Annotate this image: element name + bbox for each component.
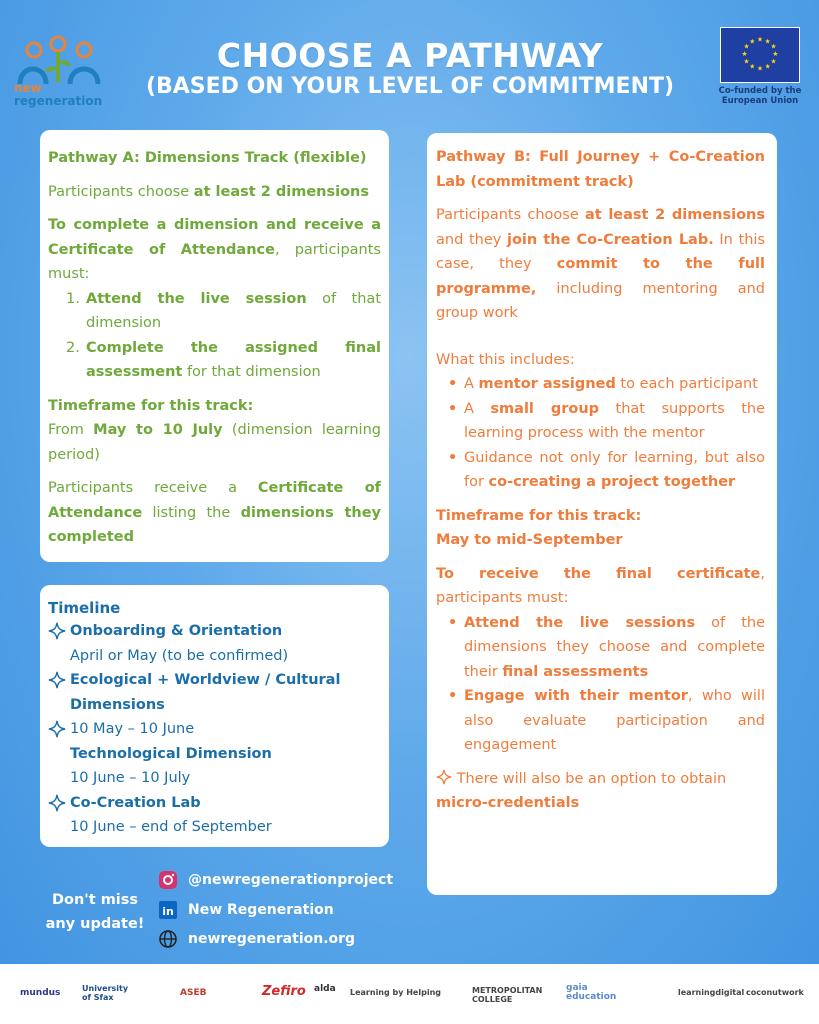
timeline-item: Co-Creation Lab <box>48 791 381 816</box>
website-link[interactable]: newregeneration.org <box>158 929 355 949</box>
timeline-item: 10 May – 10 June <box>48 717 381 742</box>
timeline-item: Ecological + Worldview / Cultural <box>48 668 381 693</box>
sparkle-icon <box>48 622 66 640</box>
pathway-b-includes-heading: What this includes: <box>436 351 575 368</box>
pathway-a-card <box>40 130 389 562</box>
partner-logo: mundus <box>20 988 61 998</box>
sparkle-icon <box>48 720 66 738</box>
pathway-a-complete: To complete a dimension and receive a Certificate of Attendance, participants must: <box>48 217 381 282</box>
linkedin-icon <box>158 900 178 920</box>
logo-wordmark <box>14 82 102 108</box>
partner-logo: coconutwork <box>746 988 804 997</box>
pathway-b-timeframe-heading: Timeframe for this track: <box>436 507 642 524</box>
list-item: 1. Attend the live session of that dimension <box>66 290 381 331</box>
partner-logo: alda <box>314 984 336 994</box>
list-item: • Engage with their mentor, who will also evaluate participation and engagement <box>446 684 765 758</box>
svg-text:★: ★ <box>743 57 750 66</box>
pathway-b-receive: To receive the final certificate, participants must: <box>436 565 765 606</box>
dont-miss-text: Don't miss any update! <box>45 892 145 932</box>
svg-text:★: ★ <box>756 64 764 73</box>
partners-footer <box>0 964 819 1024</box>
list-item: • A small group that supports the learning process with the mentor <box>446 397 765 446</box>
partner-logo: ASEB <box>180 988 207 998</box>
eu-funding-label: Co-funded by the European Union <box>718 86 802 106</box>
list-item: • Guidance not only for learning, but also for co-creating a project together <box>446 446 765 495</box>
svg-text:★: ★ <box>749 62 756 71</box>
sparkle-icon <box>436 769 452 785</box>
title-main: CHOOSE A PATHWAY <box>216 36 604 75</box>
svg-text:★: ★ <box>743 42 750 51</box>
pathway-b-title: Pathway B: Full Journey + Co-Creation Lab (commitment track) <box>436 149 765 190</box>
pathway-b-micro-credentials: There will also be an option to obtain micro-credentials <box>436 770 727 811</box>
svg-text:★: ★ <box>770 42 777 51</box>
svg-text:★: ★ <box>756 35 764 44</box>
svg-text:★: ★ <box>770 57 777 66</box>
timeline-label-cont: Dimensions <box>70 696 165 713</box>
pathway-a-choose: Participants choose at least 2 dimensions <box>48 183 370 200</box>
pathway-b-card <box>427 133 777 895</box>
pathway-a-receive: Participants receive a Certificate of Attendance listing the dimensions they completed <box>48 480 381 545</box>
pathway-b-intro: Participants choose at least 2 dimensions and they join the Co-Creation Lab. In this case, they commit to the full programme, including mentoring and group work <box>436 207 766 321</box>
pathway-a-timeframe-heading: Timeframe for this track: <box>48 397 254 414</box>
timeline-item: Onboarding & Orientation <box>48 619 381 644</box>
instagram-icon <box>158 870 178 890</box>
pathway-a-timeframe: From May to 10 July (dimension learning period) <box>48 422 381 463</box>
partner-logo: University of Sfax <box>82 984 129 1002</box>
list-item: 2. Complete the assigned final assessment for that dimension <box>66 339 381 380</box>
svg-text:★: ★ <box>772 49 779 58</box>
svg-text:in: in <box>162 905 174 918</box>
logo-word-regeneration: regeneration <box>14 94 103 108</box>
globe-icon <box>158 929 178 949</box>
social-section <box>0 868 420 958</box>
timeline-date: 10 June – end of September <box>70 819 272 835</box>
timeline-date: 10 June – 10 July <box>70 770 191 786</box>
svg-text:★: ★ <box>741 49 748 58</box>
page-title <box>110 38 710 100</box>
sparkle-icon <box>48 794 66 812</box>
sparkle-icon <box>48 671 66 689</box>
pathway-b-requirements <box>446 611 765 758</box>
pathway-b-timeframe: May to mid-September <box>436 532 623 548</box>
timeline-date: April or May (to be confirmed) <box>70 647 289 664</box>
linkedin-link[interactable]: in New Regeneration <box>158 900 334 920</box>
eu-flag-icon <box>720 27 800 83</box>
title-subtitle: (BASED ON YOUR LEVEL OF COMMITMENT) <box>145 74 675 99</box>
instagram-link[interactable]: @newregenerationproject <box>158 870 393 890</box>
partner-logo: Zefiro <box>262 984 306 999</box>
partner-logo: gaia education <box>566 983 617 1002</box>
svg-text:★: ★ <box>764 62 771 71</box>
pathway-a-title: Pathway A: Dimensions Track (flexible) <box>48 150 367 166</box>
pathway-b-includes-list <box>446 372 765 495</box>
timeline-title: Timeline <box>48 599 121 617</box>
svg-text:★: ★ <box>764 37 771 46</box>
partner-logo: METROPOLITAN COLLEGE <box>472 986 543 1004</box>
pathway-a-steps <box>66 287 381 385</box>
timeline-label: Technological Dimension <box>70 745 272 762</box>
partner-logo: Learning by Helping <box>350 988 441 997</box>
partner-logo: learningdigital <box>678 988 745 997</box>
list-item: • A mentor assigned to each participant <box>446 372 765 397</box>
svg-text:★: ★ <box>749 37 756 46</box>
list-item: • Attend the live sessions of the dimensions they choose and complete their final assessments <box>446 611 765 685</box>
logo-word-new: new <box>14 81 42 95</box>
timeline-card <box>40 585 389 847</box>
